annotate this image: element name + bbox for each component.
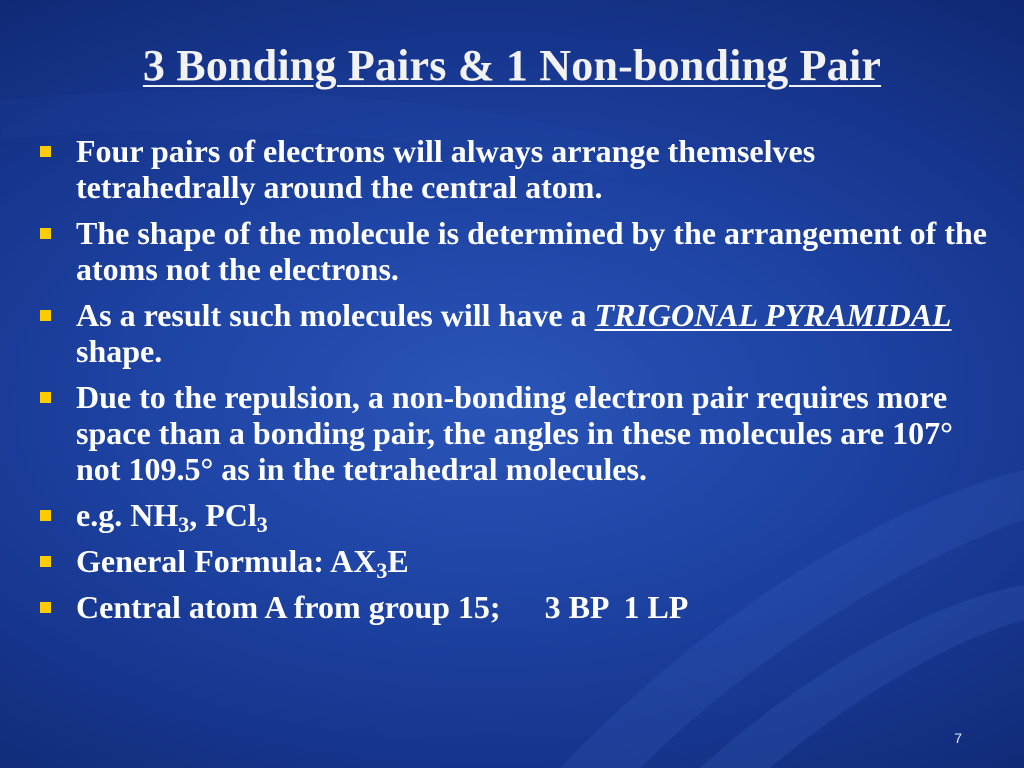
bullet-item — [38, 215, 988, 287]
square-bullet-icon — [40, 602, 51, 613]
bullet-text: Due to the repulsion, a non-bonding electron pair requires more space than a bonding pair, the angles in these molecules are 107° not 109.5° as in the tetrahedral molecules. — [76, 379, 953, 487]
subscript: 3 — [376, 558, 388, 583]
bullet-list — [38, 133, 988, 635]
bullet-item — [38, 543, 988, 583]
bullet-text-before: As a result such molecules will have a — [76, 297, 595, 333]
slide-title: 3 Bonding Pairs & 1 Non-bonding Pair — [142, 41, 882, 90]
square-bullet-icon — [40, 556, 51, 567]
bullet-item — [38, 133, 988, 205]
square-bullet-icon — [40, 510, 51, 521]
bullet-item — [38, 497, 988, 537]
square-bullet-icon — [40, 392, 51, 403]
bullet-item — [38, 379, 988, 487]
square-bullet-icon — [40, 146, 51, 157]
shape-emphasis: TRIGONAL PYRAMIDAL — [594, 297, 952, 333]
bonding-pairs-text: 3 BP — [544, 589, 610, 625]
central-atom-text: Central atom A from group 15; — [76, 589, 501, 625]
example-prefix: e.g. NH — [76, 497, 179, 533]
formula-suffix: E — [387, 543, 409, 579]
square-bullet-icon — [40, 310, 51, 321]
subscript: 3 — [256, 512, 268, 537]
bullet-item — [38, 297, 988, 369]
bullet-text: The shape of the molecule is determined by the arrangement of the atoms not the electrons. — [76, 215, 987, 287]
subscript: 3 — [178, 512, 190, 537]
page-number: 7 — [954, 730, 962, 746]
bullet-item — [38, 589, 988, 625]
example-middle: , PCl — [189, 497, 257, 533]
bullet-text-after: shape. — [76, 333, 163, 369]
square-bullet-icon — [40, 228, 51, 239]
lone-pairs-text: 1 LP — [623, 589, 689, 625]
formula-prefix: General Formula: AX — [76, 543, 377, 579]
bullet-text: Four pairs of electrons will always arrange themselves tetrahedrally around the central atom. — [76, 133, 816, 205]
